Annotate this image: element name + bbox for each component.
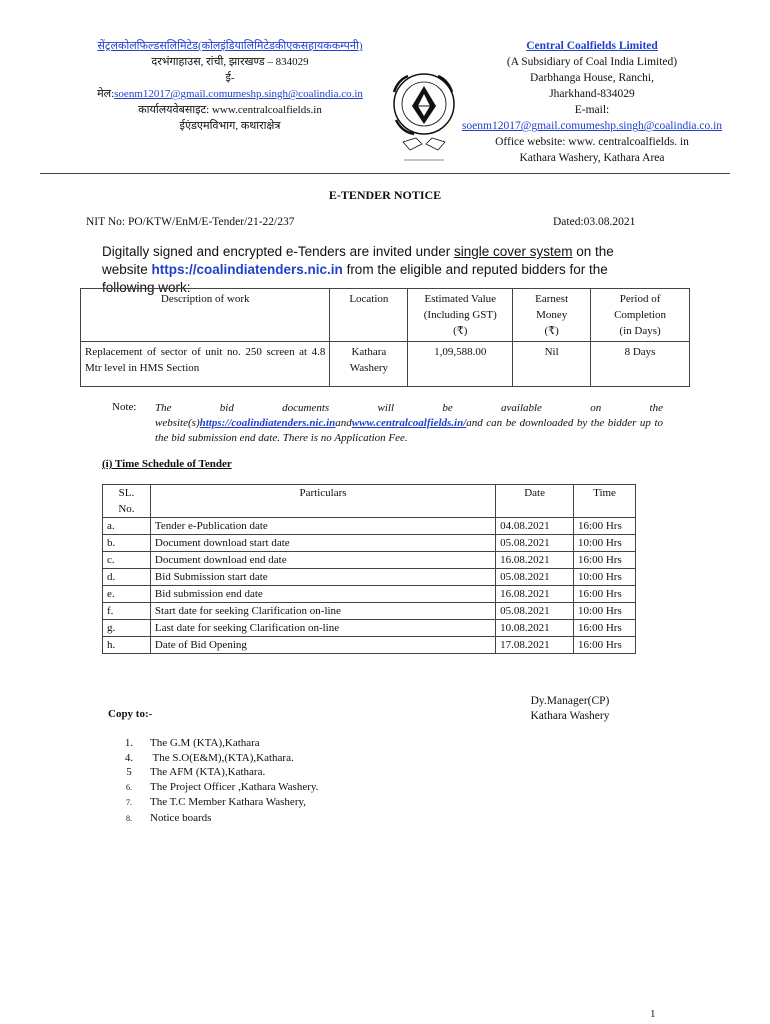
list-item-text: Notice boards	[150, 811, 212, 824]
list-item-text: The T.C Member Kathara Washery,	[150, 796, 307, 808]
header-description: Description of work	[81, 289, 330, 342]
intro-text-2: on the website	[102, 244, 614, 277]
schedule-particulars: Document download start date	[150, 535, 495, 552]
header-pc-3: (in Days)	[619, 325, 661, 337]
schedule-time: 16:00 Hrs	[574, 586, 636, 603]
list-item	[108, 736, 318, 751]
intro-single-cover: single cover system	[453, 244, 573, 259]
schedule-sl: a.	[103, 518, 151, 535]
schedule-time: 10:00 Hrs	[574, 535, 636, 552]
schedule-date: 16.08.2021	[496, 586, 574, 603]
intro-website-link[interactable]: https://coalindiatenders.nic.in	[151, 262, 343, 277]
header-date: Date	[496, 485, 574, 518]
note-text-2: and can be downloaded by the bidder up to the bid submission end date. There is no Application Fee.	[155, 417, 663, 444]
subsidiary-line: (A Subsidiary of Coal India Limited)	[506, 56, 678, 68]
header-divider	[40, 173, 730, 174]
schedule-particulars: Document download end date	[150, 552, 495, 569]
table-row	[103, 603, 636, 620]
area-line: Kathara Washery, Kathara Area	[519, 152, 665, 164]
copy-to-heading: Copy to:-	[108, 708, 153, 720]
schedule-sl: g.	[103, 620, 151, 637]
header-em-3: (₹)	[544, 325, 559, 337]
header-time: Time	[574, 485, 636, 518]
schedule-date: 05.08.2021	[496, 603, 574, 620]
coal-india-logo-icon	[386, 66, 462, 166]
schedule-header	[103, 485, 636, 518]
schedule-time: 16:00 Hrs	[574, 552, 636, 569]
schedule-sl: h.	[103, 637, 151, 654]
table-row	[103, 637, 636, 654]
hindi-company-name: सेंट्रलकोलफिल्डसलिमिटेड(कोलइंडियालिमिटेडकीएकसहायककम्पनी)	[97, 40, 363, 52]
header-english	[452, 38, 732, 166]
schedule-time: 10:00 Hrs	[574, 569, 636, 586]
list-item-text: The AFM (KTA),Kathara.	[150, 766, 266, 778]
hindi-email-label: मेल:	[97, 88, 115, 100]
schedule-time: 10:00 Hrs	[574, 603, 636, 620]
list-item	[108, 811, 318, 827]
schedule-sl: e.	[103, 586, 151, 603]
signatory-title: Dy.Manager(CP)	[530, 695, 610, 707]
header-hindi	[60, 38, 400, 134]
address-line-2: Jharkhand-834029	[549, 88, 635, 100]
schedule-particulars: Last date for seeking Clarification on-line	[150, 620, 495, 637]
schedule-particulars: Tender e-Publication date	[150, 518, 495, 535]
header-earnest-money	[513, 289, 591, 342]
work-description: Replacement of sector of unit no. 250 screen at 4.8 Mtr level in HMS Section	[81, 342, 330, 387]
header-sl-1: SL.	[118, 487, 135, 499]
header-em-2: Money	[536, 309, 568, 321]
schedule-sl: b.	[103, 535, 151, 552]
header-ev-1: Estimated Value	[424, 293, 497, 305]
work-location	[330, 342, 408, 387]
header-ev-2: (Including GST)	[423, 309, 497, 321]
schedule-sl: d.	[103, 569, 151, 586]
table-row	[103, 535, 636, 552]
note-and: and	[335, 417, 352, 429]
header-location: Location	[330, 289, 408, 342]
list-item-number: 1.	[124, 737, 134, 749]
document-title: E-TENDER NOTICE	[328, 188, 442, 202]
schedule-table	[102, 484, 636, 654]
work-emd: Nil	[513, 342, 591, 387]
table-row	[103, 518, 636, 535]
nit-number: NIT No: PO/KTW/EnM/E-Tender/21-22/237	[86, 216, 295, 228]
list-item	[108, 765, 318, 780]
header-sl-2: No.	[118, 503, 135, 515]
schedule-sl: c.	[103, 552, 151, 569]
schedule-sl: f.	[103, 603, 151, 620]
hindi-email-link[interactable]: soenm12017@gmail.comumeshp.singh@coalindia.co.in	[114, 88, 363, 100]
list-item	[108, 795, 318, 811]
work-estimated-value: 1,09,588.00	[408, 342, 513, 387]
email-link[interactable]: soenm12017@gmail.comumeshp.singh@coalindia.co.in	[461, 120, 723, 132]
note-text-1: The bid documents will be available on the website(s)	[155, 402, 663, 429]
schedule-date: 04.08.2021	[496, 518, 574, 535]
copy-to-list	[108, 736, 318, 826]
header-pc-1: Period of	[619, 293, 661, 305]
schedule-particulars: Date of Bid Opening	[150, 637, 495, 654]
note-label: Note:	[112, 401, 137, 413]
work-location-2: Washery	[349, 362, 388, 374]
intro-text-1: Digitally signed and encrypted e-Tenders are invited under	[102, 244, 454, 259]
intro-text-3: from the eligible and reputed bidders for the following work:	[102, 262, 608, 295]
note-text	[155, 401, 663, 446]
coal-india-logo	[386, 66, 462, 166]
work-period: 8 Days	[591, 342, 690, 387]
address-line-1: Darbhanga House, Ranchi,	[530, 72, 654, 84]
schedule-particulars: Bid submission end date	[150, 586, 495, 603]
header-ev-3: (₹)	[453, 325, 468, 337]
schedule-date: 16.08.2021	[496, 552, 574, 569]
schedule-date: 10.08.2021	[496, 620, 574, 637]
list-item	[108, 780, 318, 796]
schedule-particulars: Start date for seeking Clarification on-line	[150, 603, 495, 620]
page-number: 1	[650, 1008, 656, 1020]
header-period	[591, 289, 690, 342]
schedule-date: 17.08.2021	[496, 637, 574, 654]
table-row	[81, 342, 690, 387]
notice-date: Dated:03.08.2021	[553, 216, 636, 228]
schedule-body	[103, 518, 636, 654]
schedule-time: 16:00 Hrs	[574, 620, 636, 637]
list-item-number: 6.	[126, 782, 132, 792]
list-item-number: 4.	[124, 751, 134, 764]
header-particulars: Particulars	[150, 485, 495, 518]
schedule-time: 16:00 Hrs	[574, 518, 636, 535]
company-name: Central Coalfields Limited	[526, 40, 658, 52]
header-estimated-value	[408, 289, 513, 342]
schedule-heading: (i) Time Schedule of Tender	[102, 458, 232, 470]
schedule-particulars: Bid Submission start date	[150, 569, 495, 586]
hindi-address: दरभंगाहाउस, रांची, झारखण्ड – 834029	[151, 56, 309, 68]
note-link-tenders[interactable]: https://coalindiatenders.nic.in	[199, 417, 336, 429]
work-location-1: Kathara	[351, 346, 387, 358]
office-website: Office website: www. centralcoalfields. in	[495, 136, 689, 148]
signatory	[520, 694, 620, 724]
list-item-number: 5	[126, 766, 132, 778]
header-em-1: Earnest	[535, 293, 569, 305]
header-pc-2: Completion	[614, 309, 667, 321]
work-table	[80, 288, 690, 387]
hindi-email-line	[60, 86, 400, 102]
table-row	[103, 569, 636, 586]
list-item-text: The Project Officer ,Kathara Washery.	[150, 780, 319, 793]
list-item-number: 8.	[126, 813, 132, 823]
work-table-header	[81, 289, 690, 342]
note-link-ccl[interactable]: www.centralcoalfields.in/	[351, 417, 467, 429]
schedule-time: 16:00 Hrs	[574, 637, 636, 654]
list-item-number: 7.	[126, 798, 132, 807]
list-item-text: The G.M (KTA),Kathara	[150, 737, 260, 749]
schedule-date: 05.08.2021	[496, 535, 574, 552]
hindi-department: ईएंडएमविभाग, कथाराक्षेत्र	[179, 120, 281, 132]
email-label: E-mail:	[574, 104, 610, 116]
table-row	[103, 620, 636, 637]
table-row	[103, 552, 636, 569]
hindi-website: कार्यालयवेबसाइट: www.centralcoalfields.in	[138, 104, 322, 116]
hindi-email-prefix: ई-	[225, 72, 235, 84]
signatory-office: Kathara Washery	[530, 710, 610, 722]
schedule-date: 05.08.2021	[496, 569, 574, 586]
table-row	[103, 586, 636, 603]
header-sl	[103, 485, 151, 518]
list-item-text: The S.O(E&M),(KTA),Kathara.	[150, 751, 294, 764]
list-item	[108, 751, 318, 766]
